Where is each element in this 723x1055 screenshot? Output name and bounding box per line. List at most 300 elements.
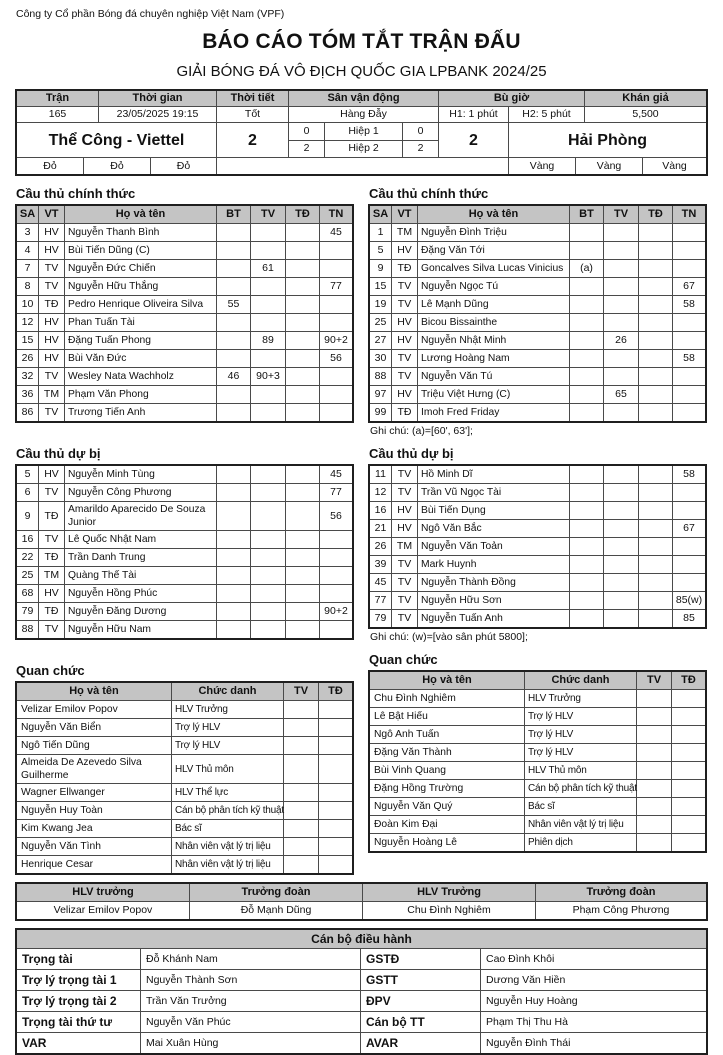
cell-vt: HV — [392, 332, 418, 349]
cell-sa: 88 — [17, 621, 39, 638]
cell-tv — [604, 466, 639, 483]
staff-title-row — [17, 930, 706, 949]
cell-name: Nguyễn Hữu Nam — [65, 621, 217, 638]
half2-row — [289, 141, 438, 158]
cell-sa: 99 — [370, 404, 392, 421]
home-delegation-leader: Đỗ Mạnh Dũng — [190, 902, 363, 919]
cell-sa: 7 — [17, 260, 39, 277]
cards-row — [17, 158, 706, 174]
cell-td — [286, 350, 320, 367]
cell-name: Trương Tiến Anh — [65, 404, 217, 421]
table-row — [370, 592, 705, 610]
table-row — [17, 1012, 706, 1033]
cell-tv — [604, 484, 639, 501]
table-row — [370, 314, 705, 332]
half-score-table — [289, 123, 439, 157]
table-row — [370, 502, 705, 520]
cell-bt — [570, 368, 604, 385]
cell-label2: ĐPV — [361, 991, 481, 1011]
staff-title: Cán bộ điều hành — [311, 931, 412, 946]
table-row — [17, 802, 352, 820]
cell-bt — [570, 296, 604, 313]
table-row — [370, 296, 705, 314]
cell-tn: 56 — [330, 352, 342, 364]
cell-td — [286, 386, 320, 403]
cell-td — [286, 314, 320, 331]
header-stoppage-time: Bù giờ — [439, 91, 585, 106]
table-row — [370, 332, 705, 350]
cell-tn: 77 — [330, 280, 342, 292]
cell-td — [639, 520, 673, 537]
match-number: 165 — [17, 107, 99, 122]
cell-td — [672, 780, 705, 797]
cell-tn — [320, 585, 352, 602]
header-tn: TN — [328, 208, 344, 220]
away-team-name: Hải Phòng — [567, 131, 648, 149]
half1-row — [289, 123, 438, 141]
header-tv: TV — [284, 683, 319, 700]
cell-name: Hồ Minh Dĩ — [418, 466, 570, 483]
cell-sa: 1 — [370, 224, 392, 241]
cell-bt — [217, 585, 251, 602]
cell-name: Nguyễn Thành Đồng — [418, 574, 570, 591]
cell-vt: TV — [392, 350, 418, 367]
cell-vt: TV — [39, 368, 65, 385]
cell-tv: 89 — [251, 332, 286, 349]
cell-vt: TV — [39, 531, 65, 548]
cell-sa: 68 — [17, 585, 39, 602]
cell-tv — [604, 224, 639, 241]
table-row — [17, 970, 706, 991]
cell-tn: 56 — [330, 509, 342, 522]
cell-tn — [320, 386, 352, 403]
cell-name: Bùi Vinh Quang — [370, 762, 525, 779]
away-score: 2 — [439, 123, 509, 157]
cell-name: Mai Xuân Hùng — [141, 1033, 361, 1053]
lineup-header-row — [370, 206, 705, 224]
table-row — [370, 386, 705, 404]
stoppage-h2: H2: 5 phút — [509, 107, 585, 122]
cell-tn: 85(w) — [675, 594, 703, 606]
cell-name: Ngô Văn Bắc — [418, 520, 570, 537]
away-yellow-card-cell: Vàng — [509, 158, 576, 174]
officials-header-row — [17, 683, 352, 701]
cell-name: Đặng Văn Tới — [418, 242, 570, 259]
table-row — [370, 726, 705, 744]
table-row — [370, 744, 705, 762]
cell-tv — [637, 780, 672, 797]
cell-tv — [604, 538, 639, 555]
header-tn: TN — [681, 208, 697, 220]
cell-vt: HV — [39, 466, 65, 483]
cell-vt: TV — [392, 556, 418, 573]
cell-name: Nguyễn Văn Tình — [17, 838, 172, 855]
cell-td — [639, 278, 673, 295]
cell-tv — [604, 610, 639, 627]
cell-bt — [217, 531, 251, 548]
leadership-header-row — [17, 884, 706, 902]
table-row — [17, 549, 352, 567]
cell-sa: 15 — [17, 332, 39, 349]
lineup-header-row — [17, 206, 352, 224]
cell-bt — [217, 314, 251, 331]
table-row — [17, 1033, 706, 1053]
cell-tv — [604, 574, 639, 591]
table-row — [17, 368, 352, 386]
cell-vt: TM — [39, 386, 65, 403]
cell-tv — [251, 531, 286, 548]
header-time: Thời gian — [99, 91, 217, 106]
cell-name: Nguyễn Đình Triệu — [418, 224, 570, 241]
header-bt: BT — [570, 206, 604, 223]
cell-name: Bicou Bissainthe — [418, 314, 570, 331]
cell-sa: 12 — [17, 314, 39, 331]
cell-tv — [604, 278, 639, 295]
cell-td — [319, 701, 352, 718]
header-role: Chức danh — [172, 683, 284, 700]
cell-tn — [673, 224, 705, 241]
cell-td — [286, 368, 320, 385]
table-row — [370, 798, 705, 816]
home-starters-note — [17, 425, 355, 438]
cell-sa: 97 — [370, 386, 392, 403]
cell-td — [639, 260, 673, 277]
cell-name: Nguyễn Văn Biển — [17, 719, 172, 736]
table-row — [370, 260, 705, 278]
cell-tv — [251, 242, 286, 259]
cell-sa: 27 — [370, 332, 392, 349]
table-row — [370, 708, 705, 726]
cell-vt: HV — [39, 585, 65, 602]
cell-tv — [251, 567, 286, 584]
cell-label: VAR — [17, 1033, 141, 1053]
cell-td — [639, 502, 673, 519]
cell-td — [672, 762, 705, 779]
cell-td — [672, 744, 705, 761]
cell-tv — [251, 585, 286, 602]
cell-sa: 25 — [370, 314, 392, 331]
match-time: 23/05/2025 19:15 — [99, 107, 217, 122]
cell-sa: 25 — [17, 567, 39, 584]
cell-tn — [673, 574, 705, 591]
cell-tn — [673, 260, 705, 277]
table-row — [17, 466, 352, 484]
away-team-section — [368, 178, 708, 875]
cell-label: Trợ lý trọng tài 2 — [17, 991, 141, 1011]
header-attendance: Khán giả — [622, 92, 669, 104]
table-row — [370, 242, 705, 260]
cell-sa: 36 — [17, 386, 39, 403]
cell-sa: 4 — [17, 242, 39, 259]
cell-tv — [284, 755, 319, 783]
cell-bt — [570, 484, 604, 501]
cell-name: Wagner Ellwanger — [17, 784, 172, 801]
away-subs-note: Ghi chú: (w)=[vào sân phút 5800]; — [370, 631, 528, 643]
home-red-card-cell: Đỏ — [17, 158, 84, 174]
cell-tn — [320, 314, 352, 331]
cell-name2: Phạm Thị Thu Hà — [486, 1015, 568, 1028]
cell-td — [639, 368, 673, 385]
cell-role: Phiên dịch — [525, 834, 637, 851]
table-row — [17, 856, 352, 873]
header-away-head-coach: HLV Trưởng — [363, 884, 536, 901]
cell-name: Triệu Việt Hưng (C) — [418, 386, 570, 403]
stadium: Hàng Đẫy — [289, 107, 439, 122]
cell-td — [286, 603, 320, 620]
cell-name: Nguyễn Nhật Minh — [418, 332, 570, 349]
cell-name: Nguyễn Hồng Phúc — [65, 585, 217, 602]
cell-label2: Cán bộ TT — [361, 1012, 481, 1032]
table-row — [17, 784, 352, 802]
table-row — [17, 242, 352, 260]
match-info-values-row — [17, 107, 706, 123]
cell-name: Lê Bật Hiếu — [370, 708, 525, 725]
cell-sa: 21 — [370, 520, 392, 537]
table-row — [370, 466, 705, 484]
cell-vt: TV — [39, 404, 65, 421]
cell-label2: AVAR — [361, 1033, 481, 1053]
cell-bt — [570, 466, 604, 483]
table-row — [370, 224, 705, 242]
cell-tn — [673, 404, 705, 421]
cell-td — [286, 585, 320, 602]
stoppage-h1: H1: 1 phút — [439, 107, 509, 122]
cell-vt: HV — [392, 520, 418, 537]
cell-bt — [570, 610, 604, 627]
cell-vt: TV — [39, 260, 65, 277]
header-tv: TV — [251, 206, 286, 223]
home-starters-title: Cầu thủ chính thức — [16, 186, 136, 201]
cell-tv — [604, 368, 639, 385]
table-row — [17, 719, 352, 737]
table-row — [370, 762, 705, 780]
cell-name: Goncalves Silva Lucas Vinicius — [418, 260, 570, 277]
cell-tv: 61 — [251, 260, 286, 277]
cell-tn — [673, 502, 705, 519]
cell-tv — [604, 502, 639, 519]
cell-bt — [570, 242, 604, 259]
half1-home-score: 0 — [289, 123, 325, 140]
cell-tv — [251, 484, 286, 501]
cell-name: Nguyễn Huy Toàn — [17, 802, 172, 819]
cell-sa: 45 — [370, 574, 392, 591]
cell-sa: 79 — [370, 610, 392, 627]
cell-td — [672, 834, 705, 851]
half2-home-score: 2 — [289, 141, 325, 158]
cell-bt — [217, 350, 251, 367]
cell-tv — [251, 224, 286, 241]
cell-vt: HV — [39, 242, 65, 259]
cell-sa: 9 — [370, 260, 392, 277]
cell-tn: 58 — [683, 298, 695, 310]
cell-name: Nguyễn Công Phương — [65, 484, 217, 501]
cell-tv — [284, 784, 319, 801]
cell-tv — [637, 834, 672, 851]
cell-tn: 90+2 — [324, 605, 348, 617]
header-vt: VT — [392, 206, 418, 223]
table-row — [370, 538, 705, 556]
cell-name: Đặng Văn Thành — [370, 744, 525, 761]
home-subs-note — [17, 642, 355, 655]
cell-name: Trần Danh Trung — [65, 549, 217, 566]
cell-td — [286, 502, 320, 530]
report-title: BÁO CÁO TÓM TẮT TRẬN ĐẤU — [202, 30, 521, 53]
table-row — [17, 755, 352, 784]
cell-name: Nguyễn Văn Toản — [418, 538, 570, 555]
cell-bt — [570, 538, 604, 555]
cell-name: Đoàn Kim Đại — [370, 816, 525, 833]
cell-name: Nguyễn Đức Chiến — [65, 260, 217, 277]
cell-bt — [570, 574, 604, 591]
cell-vt: TM — [392, 224, 418, 241]
cell-name: Ngô Tiến Dũng — [17, 737, 172, 754]
cell-name: Trần Văn Trưởng — [141, 991, 361, 1011]
home-red-card-cell: Đỏ — [84, 158, 151, 174]
cell-sa: 9 — [17, 502, 39, 530]
cell-tv — [284, 802, 319, 819]
cell-vt: HV — [39, 332, 65, 349]
table-row — [17, 386, 352, 404]
cell-bt — [570, 350, 604, 367]
cell-tv — [251, 404, 286, 421]
cell-name: Nguyễn Văn Phúc — [141, 1012, 361, 1032]
cell-name: Amarildo Aparecido De Souza Junior — [65, 502, 217, 530]
header-home-head-coach: HLV trưởng — [17, 884, 190, 901]
table-row — [370, 816, 705, 834]
cell-bt — [570, 520, 604, 537]
cell-tn: 58 — [683, 468, 695, 480]
cell-tn: 45 — [330, 468, 342, 480]
table-row — [17, 949, 706, 970]
cell-role: Trợ lý HLV — [525, 744, 637, 761]
cell-tn — [320, 621, 352, 638]
table-row — [17, 838, 352, 856]
cell-sa: 19 — [370, 296, 392, 313]
home-subs-table — [15, 464, 354, 640]
away-delegation-leader: Phạm Công Phương — [572, 904, 670, 916]
table-row — [370, 484, 705, 502]
cell-tv: 90+3 — [251, 368, 286, 385]
header-sa: SA — [370, 206, 392, 223]
header-td: TĐ — [639, 206, 673, 223]
cell-tv — [604, 520, 639, 537]
header-bt: BT — [217, 206, 251, 223]
away-head-coach: Chu Đình Nghiêm — [363, 902, 536, 919]
cell-bt — [570, 332, 604, 349]
cell-sa: 26 — [17, 350, 39, 367]
cell-role: Trợ lý HLV — [172, 737, 284, 754]
table-row — [17, 224, 352, 242]
cell-vt: TV — [392, 592, 418, 609]
cell-tv — [251, 502, 286, 530]
cell-sa: 6 — [17, 484, 39, 501]
header-stadium: Sân vận động — [289, 91, 439, 106]
cell-name: Velizar Emilov Popov — [17, 701, 172, 718]
cell-vt: TV — [392, 466, 418, 483]
cell-tv — [637, 762, 672, 779]
table-row — [17, 350, 352, 368]
cell-name2: Nguyễn Đình Thái — [486, 1036, 571, 1049]
cell-name: Bùi Tiến Dũng (C) — [65, 242, 217, 259]
table-row — [17, 278, 352, 296]
cell-name: Almeida De Azevedo Silva Guilherme — [17, 755, 172, 783]
company-name: Công ty Cổ phần Bóng đá chuyên nghiệp Việt Nam (VPF) — [16, 8, 285, 20]
table-row — [370, 368, 705, 386]
cell-sa: 86 — [17, 404, 39, 421]
table-row — [17, 502, 352, 531]
half1-label: Hiệp 1 — [325, 123, 403, 140]
cell-tn — [673, 242, 705, 259]
cell-label2: GSTT — [361, 970, 481, 990]
cell-vt: HV — [39, 224, 65, 241]
header-role: Chức danh — [525, 672, 637, 689]
cards-spacer-cell — [217, 158, 509, 174]
cell-td — [639, 332, 673, 349]
header-vt: VT — [39, 206, 65, 223]
cell-td — [672, 726, 705, 743]
cell-vt: TĐ — [392, 404, 418, 421]
cell-td — [286, 224, 320, 241]
cell-bt — [217, 242, 251, 259]
tournament-subtitle: GIẢI BÓNG ĐÁ VÔ ĐỊCH QUỐC GIA LPBANK 2024/25 — [176, 63, 547, 80]
away-yellow-card-cell: Vàng — [576, 158, 643, 174]
home-head-coach: Velizar Emilov Popov — [17, 902, 190, 919]
cell-td — [672, 816, 705, 833]
cell-tv — [284, 701, 319, 718]
match-info-table — [15, 89, 708, 176]
cell-tn: 67 — [683, 522, 695, 534]
home-officials-table — [15, 681, 354, 875]
cell-tn — [320, 260, 352, 277]
cell-bt — [217, 332, 251, 349]
cell-vt: TV — [392, 296, 418, 313]
cell-bt — [217, 502, 251, 530]
table-row — [17, 820, 352, 838]
cell-td — [286, 466, 320, 483]
leadership-values-row — [17, 902, 706, 919]
cell-td — [286, 242, 320, 259]
cell-name: Đỗ Khánh Nam — [141, 949, 361, 969]
header-sa: SA — [17, 206, 39, 223]
away-subs-title: Cầu thủ dự bị — [369, 446, 454, 461]
cell-tn — [320, 368, 352, 385]
cell-tn — [673, 484, 705, 501]
header-name: Họ và tên — [370, 672, 525, 689]
cell-td — [319, 802, 352, 819]
home-team-section — [15, 178, 355, 875]
cell-tv — [284, 737, 319, 754]
cell-sa: 3 — [17, 224, 39, 241]
cell-sa: 32 — [17, 368, 39, 385]
cell-td — [639, 224, 673, 241]
cell-bt — [217, 278, 251, 295]
cell-role: Trợ lý HLV — [172, 719, 284, 736]
cell-td — [672, 798, 705, 815]
cell-tv — [251, 278, 286, 295]
away-subs-table — [368, 464, 707, 629]
cell-tv: 26 — [604, 332, 639, 349]
cell-tv — [251, 386, 286, 403]
cell-bt — [570, 404, 604, 421]
cell-name2: Cao Đình Khôi — [486, 952, 555, 965]
cell-label2: GSTĐ — [361, 949, 481, 969]
cell-name: Ngô Anh Tuấn — [370, 726, 525, 743]
cell-vt: TV — [39, 621, 65, 638]
cell-sa: 8 — [17, 278, 39, 295]
cell-name: Nguyễn Hữu Sơn — [418, 592, 570, 609]
cell-tv — [284, 838, 319, 855]
cell-name: Nguyễn Hoàng Lê — [370, 834, 525, 851]
